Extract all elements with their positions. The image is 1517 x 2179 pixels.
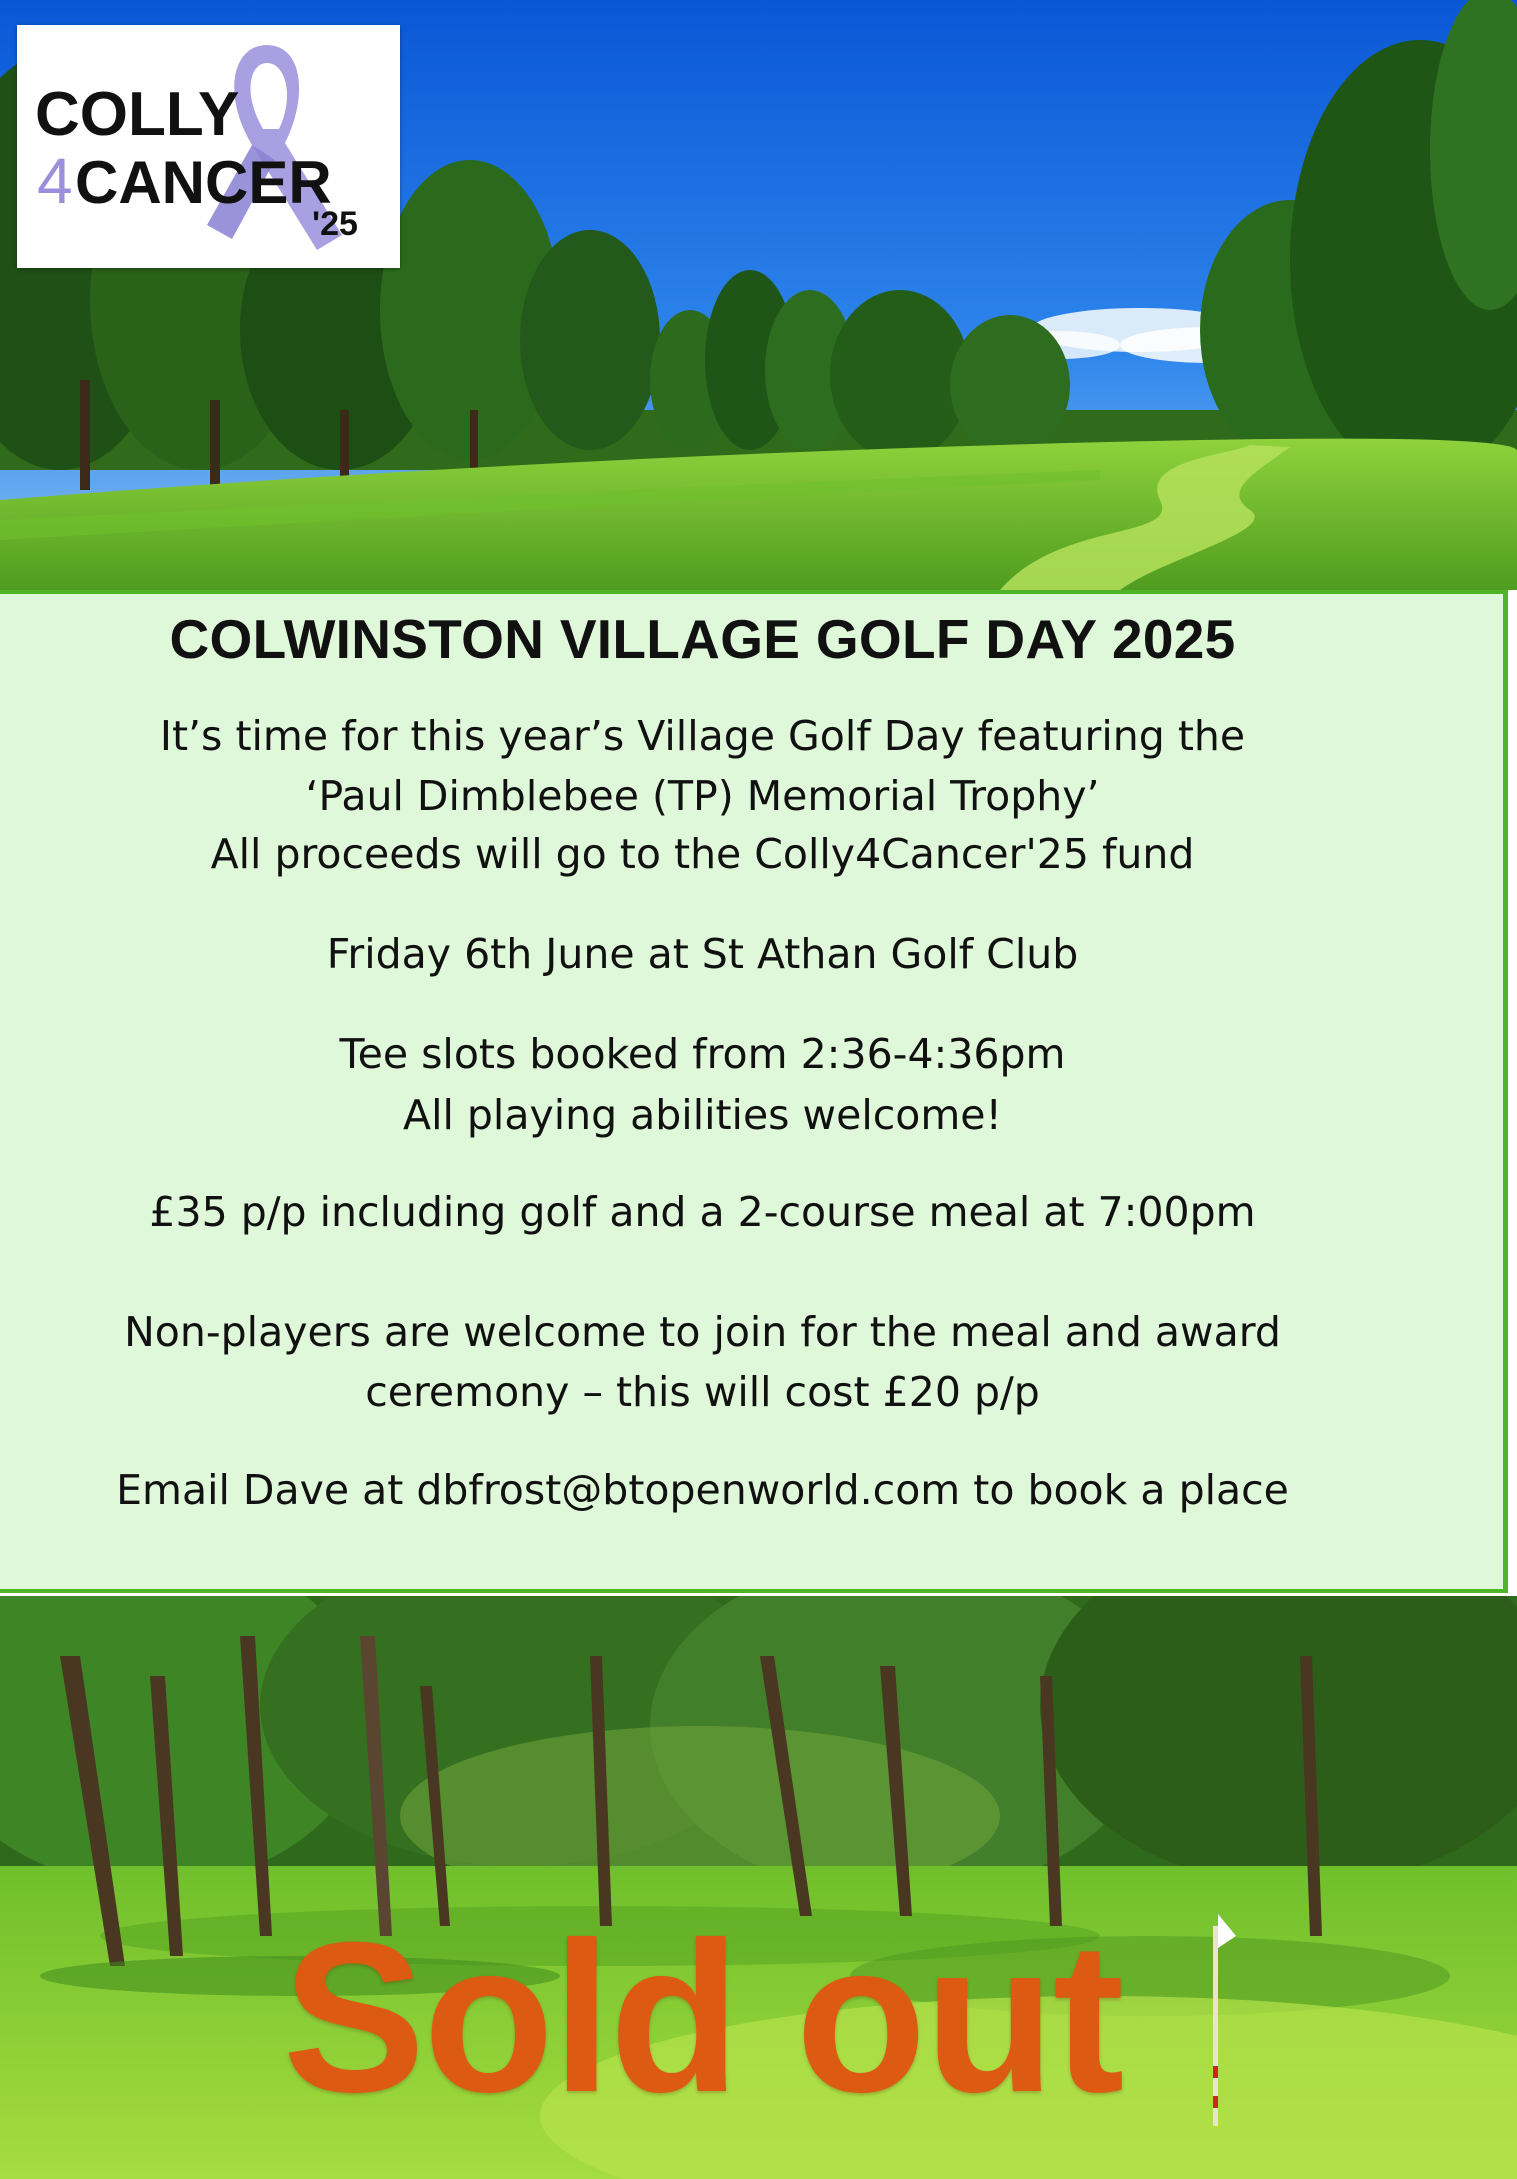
intro-line-1: It’s time for this year’s Village Golf Day featuring the <box>159 712 1246 760</box>
sold-out-label: Sold out <box>282 1898 1123 2137</box>
contact-line: Email Dave at dbfrost@btopenworld.com to book a place <box>116 1466 1289 1514</box>
logo-word-cancer: CANCER <box>75 149 332 216</box>
logo-word-colly: COLLY <box>35 80 240 149</box>
non-players-line-1: Non-players are welcome to join for the meal and award <box>124 1308 1281 1356</box>
colly4cancer-logo <box>17 25 400 268</box>
logo-number-4: 4 <box>37 145 73 217</box>
tee-times-line-2: All playing abilities welcome! <box>403 1091 1002 1139</box>
intro-line-3: All proceeds will go to the Colly4Cancer'25 fund <box>210 830 1195 878</box>
intro-line-2: ‘Paul Dimblebee (TP) Memorial Trophy’ <box>305 772 1100 820</box>
event-title: COLWINSTON VILLAGE GOLF DAY 2025 <box>169 608 1236 670</box>
date-venue: Friday 6th June at St Athan Golf Club <box>326 930 1079 978</box>
non-players-line-2: ceremony – this will cost £20 p/p <box>365 1368 1040 1416</box>
price-line: £35 p/p including golf and a 2-course meal at 7:00pm <box>149 1188 1256 1236</box>
logo-year: '25 <box>312 205 358 243</box>
tee-times-line-1: Tee slots booked from 2:36-4:36pm <box>339 1030 1066 1078</box>
